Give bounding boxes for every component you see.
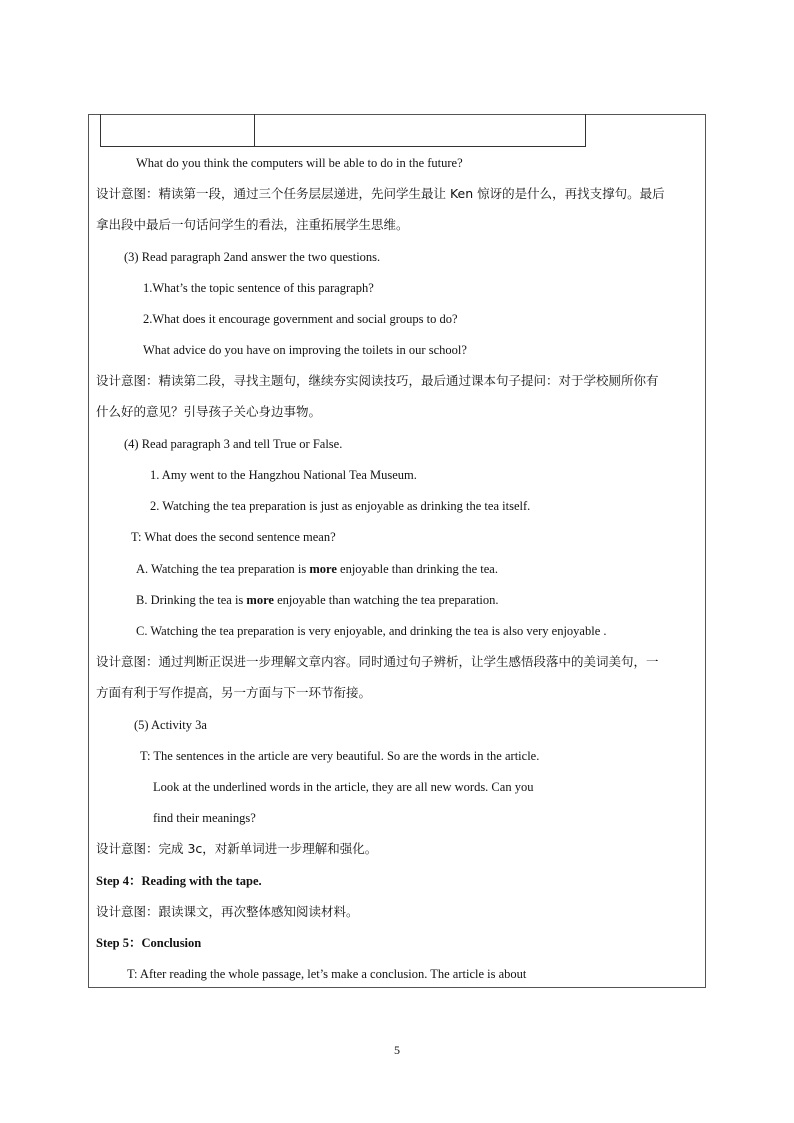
task-3-q1: 1.What’s the topic sentence of this paragraph? <box>143 281 374 295</box>
design-intent-2-cont: 什么好的意见？引导孩子关心身边事物。 <box>96 404 322 419</box>
task-4-heading: (4) Read paragraph 3 and tell True or False. <box>124 437 343 451</box>
design-intent-1-cont: 拿出段中最后一句话问学生的看法，注重拓展学生思维。 <box>96 217 409 232</box>
option-a <box>136 561 498 577</box>
task-5-teacher-line-1: T: The sentences in the article are very beautiful. So are the words in the article. <box>140 749 540 763</box>
option-a-emphasis: more <box>309 562 337 576</box>
task-4-statement-2: 2. Watching the tea preparation is just as enjoyable as drinking the tea itself. <box>150 499 531 513</box>
task-3-heading: (3) Read paragraph 2and answer the two questions. <box>124 250 381 264</box>
design-intent-3: 设计意图：通过判断正误进一步理解文章内容。同时通过句子辨析，让学生感悟段落中的美词美句，一 <box>96 654 659 669</box>
design-intent-2: 设计意图：精读第二段，寻找主题句，继续夯实阅读技巧，最后通过课本句子提问：对于学校厕所你有 <box>96 373 659 388</box>
option-b-emphasis: more <box>246 593 274 607</box>
task-3-q3: What advice do you have on improving the toilets in our school? <box>143 343 467 357</box>
question-future-computers: What do you think the computers will be able to do in the future? <box>136 156 463 170</box>
option-b-part1: B. Drinking the tea is <box>136 593 247 607</box>
option-c: C. Watching the tea preparation is very enjoyable, and drinking the tea is also very enjoyable . <box>136 624 607 638</box>
task-5-heading: (5) Activity 3a <box>134 718 207 732</box>
option-b-part2: enjoyable than watching the tea preparation. <box>273 593 499 607</box>
option-a-part1: A. Watching the tea preparation is <box>136 562 310 576</box>
task-3-q2: 2.What does it encourage government and social groups to do? <box>143 312 458 326</box>
step-4-heading: Step 4：Reading with the tape. <box>96 874 262 888</box>
design-intent-3-cont: 方面有利于写作提高，另一方面与下一环节衔接。 <box>96 685 372 700</box>
task-4-statement-1: 1. Amy went to the Hangzhou National Tea Museum. <box>150 468 417 482</box>
page-number: 5 <box>394 1043 400 1057</box>
task-5-teacher-line-2: Look at the underlined words in the article, they are all new words. Can you <box>153 780 534 794</box>
design-intent-5: 设计意图：跟读课文，再次整体感知阅读材料。 <box>96 904 359 919</box>
design-intent-1: 设计意图：精读第一段，通过三个任务层层递进，先问学生最让 Ken 惊讶的是什么，再找支撑句。最后 <box>96 186 665 201</box>
option-b <box>136 592 499 608</box>
task-5-teacher-line-3: find their meanings? <box>153 811 256 825</box>
design-intent-4: 设计意图：完成 3c，对新单词进一步理解和强化。 <box>96 841 378 856</box>
conclusion-line: T: After reading the whole passage, let’s make a conclusion. The article is about <box>127 967 527 981</box>
table-divider <box>254 114 255 146</box>
option-a-part2: enjoyable than drinking the tea. <box>336 562 498 576</box>
step-5-heading: Step 5：Conclusion <box>96 936 202 950</box>
header-table <box>100 114 586 147</box>
teacher-question: T: What does the second sentence mean? <box>131 530 336 544</box>
